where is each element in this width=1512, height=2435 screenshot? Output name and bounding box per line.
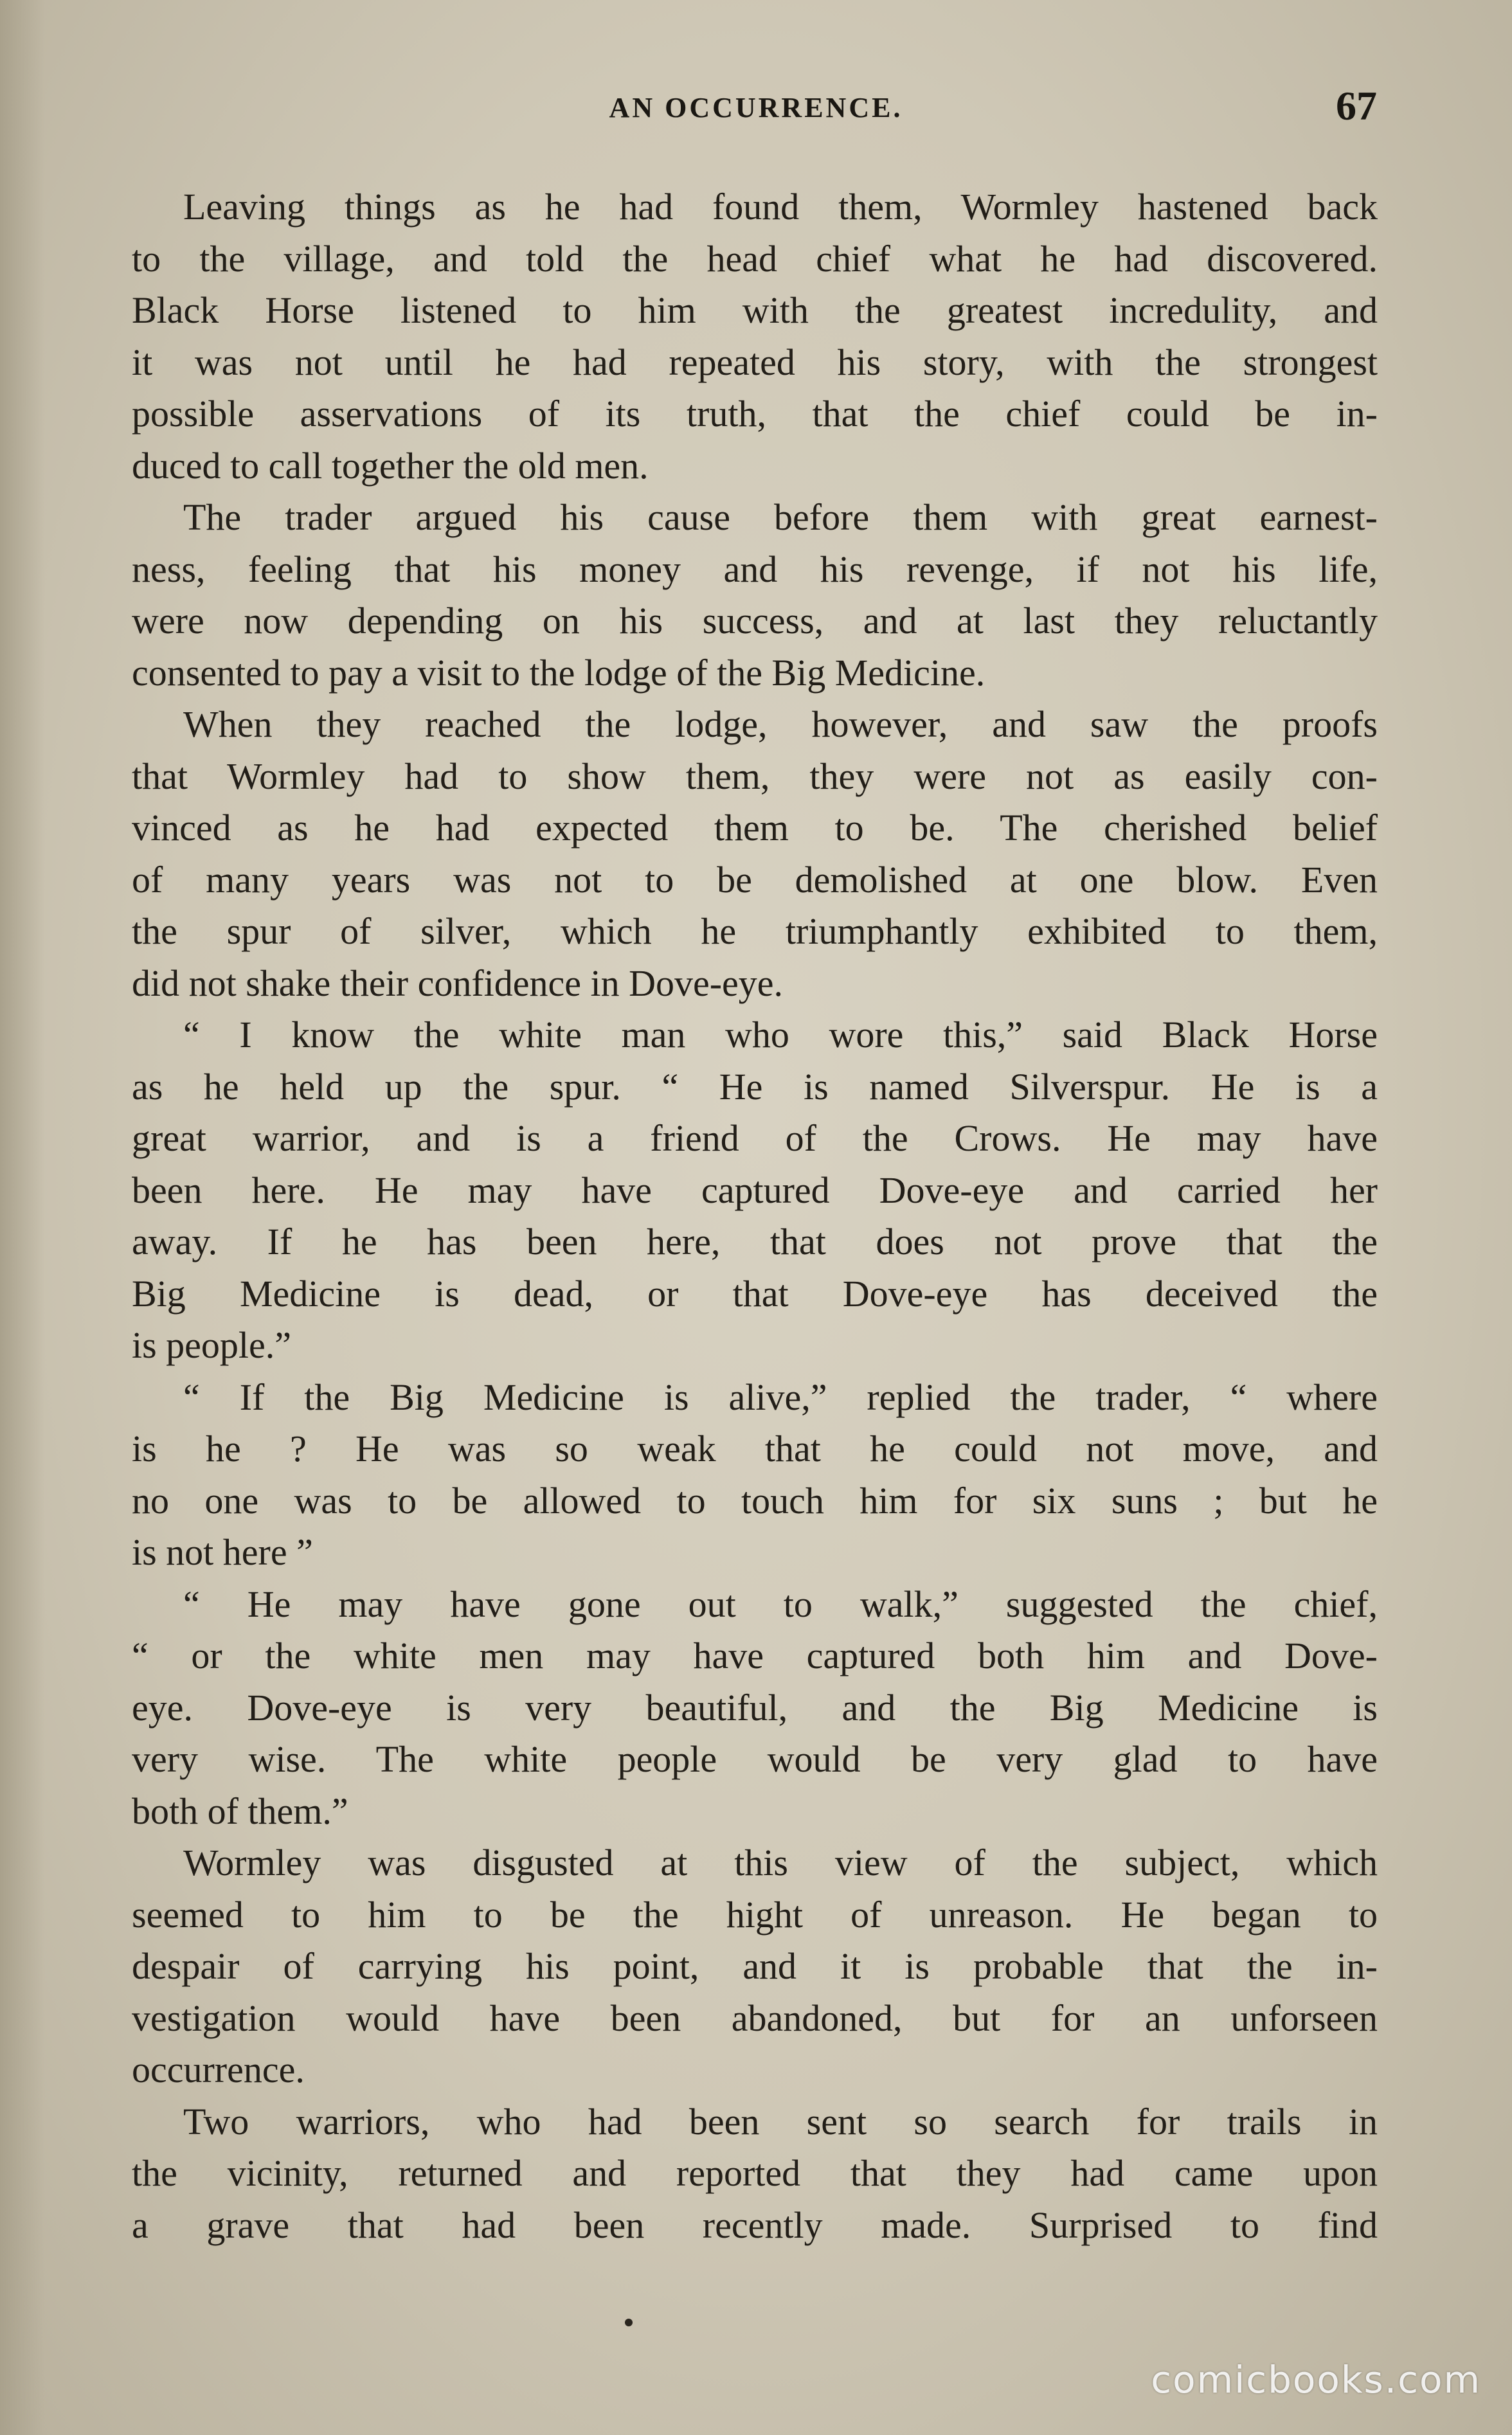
- text-line: eye. Dove-eye is very beautiful, and the Big Medicine is: [132, 1686, 1378, 1729]
- text-line: the spur of silver, which he triumphantly exhibited to them,: [132, 910, 1378, 952]
- text-line: seemed to him to be the hight of unreason. He began to: [132, 1893, 1378, 1936]
- text-line: vestigation would have been abandoned, but for an unforseen: [132, 1997, 1378, 2039]
- text-line: ness, feeling that his money and his revenge, if not his life,: [132, 548, 1378, 590]
- text-line: great warrior, and is a friend of the Crows. He may have: [132, 1117, 1378, 1159]
- text-line: occurrence.: [132, 2049, 305, 2090]
- watermark: comicbooks.com: [1151, 2358, 1481, 2402]
- text-line: is not here ”: [132, 1531, 313, 1573]
- page-header: [135, 82, 1377, 140]
- text-line: both of them.”: [132, 1790, 348, 1832]
- text-line: did not shake their confidence in Dove-eye.: [132, 962, 784, 1004]
- text-line: is he ? He was so weak that he could not move, and: [132, 1428, 1378, 1469]
- text-line: despair of carrying his point, and it is probable that the in-: [132, 1945, 1378, 1987]
- body-text: [132, 181, 1378, 2251]
- text-line: no one was to be allowed to touch him for six suns ; but he: [132, 1479, 1378, 1522]
- text-line: to the village, and told the head chief what he had discovered.: [132, 237, 1378, 280]
- print-speck: [625, 2319, 633, 2326]
- text-line: that Wormley had to show them, they were not as easily con-: [132, 755, 1378, 797]
- text-line: been here. He may have captured Dove-eye and carried her: [132, 1169, 1378, 1211]
- text-line: Wormley was disgusted at this view of the subject, which: [183, 1842, 1378, 1883]
- text-line: vinced as he had expected them to be. The cherished belief: [132, 807, 1378, 849]
- text-line: “ or the white men may have captured both him and Dove-: [132, 1635, 1378, 1676]
- text-line: Two warriors, who had been sent so search for trails in: [183, 2100, 1378, 2143]
- running-title: AN OCCURRENCE.: [609, 92, 903, 123]
- text-line: The trader argued his cause before them with great earnest-: [183, 496, 1378, 538]
- text-line: Black Horse listened to him with the greatest incredulity, and: [132, 289, 1378, 331]
- text-line: is people.”: [132, 1324, 292, 1366]
- page-number: 67: [1336, 83, 1377, 129]
- text-line: “ He may have gone out to walk,” suggested the chief,: [183, 1583, 1378, 1625]
- text-line: a grave that had been recently made. Surprised to find: [132, 2204, 1378, 2246]
- text-line: were now depending on his success, and at last they reluctantly: [132, 600, 1378, 642]
- text-line: consented to pay a visit to the lodge of the Big Medicine.: [132, 651, 986, 694]
- text-line: duced to call together the old men.: [132, 444, 649, 487]
- page-edge-shadow: [0, 0, 45, 2435]
- text-line: Big Medicine is dead, or that Dove-eye has deceived the: [132, 1272, 1378, 1315]
- text-line: “ If the Big Medicine is alive,” replied the trader, “ where: [183, 1376, 1378, 1418]
- text-line: “ I know the white man who wore this,” said Black Horse: [183, 1014, 1378, 1056]
- text-line: as he held up the spur. “ He is named Silverspur. He is a: [132, 1065, 1378, 1108]
- text-line: very wise. The white people would be very glad to have: [132, 1738, 1378, 1780]
- text-line: the vicinity, returned and reported that they had came upon: [132, 2152, 1378, 2194]
- text-line: possible asservations of its truth, that the chief could be in-: [132, 393, 1378, 435]
- text-line: it was not until he had repeated his story, with the strongest: [132, 341, 1378, 383]
- text-line: Leaving things as he had found them, Wormley hastened back: [183, 186, 1378, 228]
- text-line: away. If he has been here, that does not prove that the: [132, 1221, 1378, 1262]
- text-line: of many years was not to be demolished at one blow. Even: [132, 858, 1378, 901]
- text-line: When they reached the lodge, however, and saw the proofs: [183, 703, 1378, 745]
